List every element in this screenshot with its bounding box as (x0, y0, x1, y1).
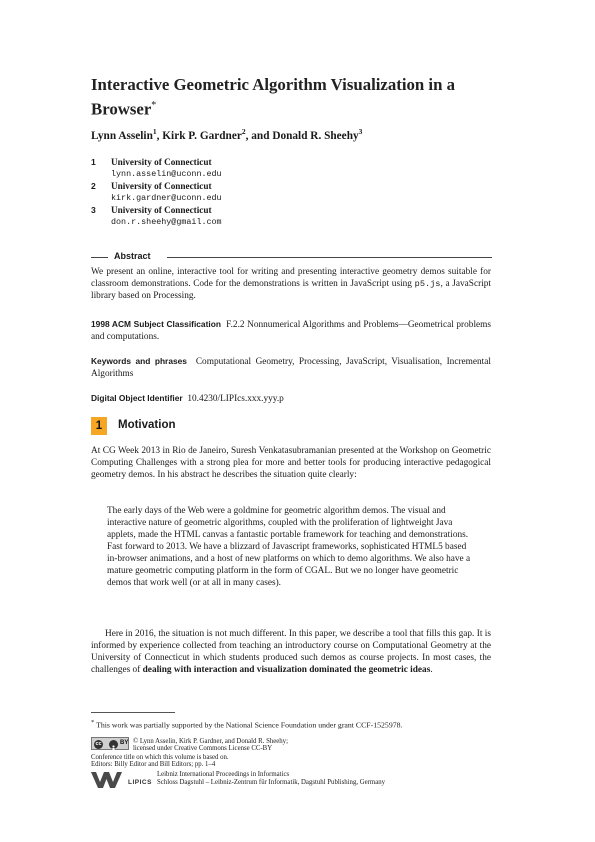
copyright-line: © Lynn Asselin, Kirk P. Gardner, and Donald R. Sheehy; (133, 738, 288, 745)
acm-classification-text: F.2.2 Nonnumerical Algorithms and Problems—Geometrical problems and computations. (91, 320, 492, 342)
footnote-divider (91, 712, 175, 713)
publisher-line: Schloss Dagstuhl – Leibniz-Zentrum für Informatik, Dagstuhl Publishing, Germany (157, 779, 386, 786)
body-text-end: . (430, 665, 433, 675)
quote-paragraph: Fast forward to 2013. We have a blizzard of Javascript frameworks, sophisticated HTML5 based in-browser animations, and a host of new platforms on which to demo algorithms. We also have a mature geometric computing platform in the form of CGAL. But we no longer have geometric demos that work well (or at all in many cases). (107, 542, 471, 588)
author-name: Kirk P. Gardner (162, 129, 242, 142)
section-title: Motivation (118, 419, 176, 431)
divider (167, 257, 492, 258)
affiliation-institution: University of Connecticut (111, 181, 212, 191)
author-sup: 1 (152, 127, 157, 136)
affiliation-institution: University of Connecticut (111, 205, 212, 215)
block-quote (107, 505, 475, 589)
abstract-body-end: , a JavaScript library based on Processing. (91, 279, 492, 301)
affiliation-email[interactable]: lynn.asselin@uconn.edu (111, 169, 222, 179)
affiliation-email[interactable]: don.r.sheehy@gmail.com (111, 217, 222, 227)
abstract-label: Abstract (114, 251, 151, 261)
series-line: Leibniz International Proceedings in Informatics (157, 771, 290, 778)
author-sup: 2 (241, 127, 246, 136)
cc-icon: cc (95, 740, 102, 747)
abstract-code: p5.js (414, 279, 441, 289)
footnote-mark: * (91, 719, 95, 726)
lipics-wordmark: LIPICS (128, 779, 152, 786)
abstract-body: We present an online, interactive tool for writing and presenting interactive geometry demos suitable for classroom demonstrations. Code for the demonstrations is written in JavaScript using (91, 267, 491, 289)
person-icon (109, 740, 118, 749)
divider (91, 257, 108, 258)
keywords-label: Keywords and phrases (91, 356, 187, 366)
acm-classification-label: 1998 ACM Subject Classification (91, 319, 221, 329)
abstract-heading (91, 251, 491, 263)
doi (91, 392, 491, 405)
body-paragraph: At CG Week 2013 in Rio de Janeiro, Suresh Venkatasubramanian presented at the Workshop on Geometric Computing Challenges with a strong plea for more and better tools for producing interactive pedagogical geometry demos. In his abstract he describes the situation quite clearly: (91, 446, 491, 480)
affiliation-number: 1 (91, 157, 96, 167)
affiliation-email[interactable]: kirk.gardner@uconn.edu (111, 193, 222, 203)
author-name: Lynn Asselin (91, 129, 153, 142)
footnote (91, 719, 402, 730)
acm-classification (91, 318, 491, 343)
cc-license-badge[interactable] (91, 737, 129, 750)
affiliation-number: 2 (91, 181, 96, 191)
doi-label: Digital Object Identifier (91, 393, 183, 403)
license-line[interactable]: licensed under Creative Commons License CC-BY (133, 745, 273, 752)
conference-line: Conference title on which this volume is based on. (91, 754, 229, 761)
footnote-text: This work was partially supported by the National Science Foundation under grant CCF-1525978. (96, 720, 403, 730)
title-footnote-mark: * (151, 100, 157, 111)
section-number: 1 (91, 417, 107, 435)
body-emphasis: dealing with interaction and visualization dominated the geometric ideas (142, 665, 431, 675)
affiliation-institution: University of Connecticut (111, 157, 212, 167)
editors-line: Editors: Billy Editor and Bill Editors; pp. 1–4 (91, 761, 216, 768)
author-separator: , and (245, 129, 273, 142)
keywords-text: Computational Geometry, Processing, JavaScript, Visualisation, Incremental Algorithms (91, 357, 491, 379)
author-list (91, 127, 362, 142)
paper-title (91, 74, 511, 120)
keywords (91, 355, 491, 380)
body-text: Here in 2016, the situation is not much different. In this paper, we describe a tool that fills this gap. It is informed by experience collected from teaching an introductory course on Computational Geometry at the University of Connecticut in which students produced such demos as course projects. In most cases, the challenges of (91, 629, 491, 675)
body-paragraph (91, 628, 491, 676)
quote-paragraph: The early days of the Web were a goldmine for geometric algorithm demos. The visual and interactive nature of geometric algorithms, coupled with the proliferation of lightweight Java applets, made the HTML canvas a fantastic portable framework for teaching and demonstrations. (107, 506, 469, 540)
title-text: Interactive Geometric Algorithm Visualization in a Browser (91, 75, 455, 119)
abstract-text (91, 266, 491, 302)
affiliation-number: 3 (91, 205, 96, 215)
doi-text[interactable]: 10.4230/LIPIcs.xxx.yyy.p (187, 394, 284, 404)
author-name: Donald R. Sheehy (272, 129, 359, 142)
author-sup: 3 (358, 127, 363, 136)
author-separator: , (156, 129, 163, 142)
by-label: BY (120, 739, 129, 746)
